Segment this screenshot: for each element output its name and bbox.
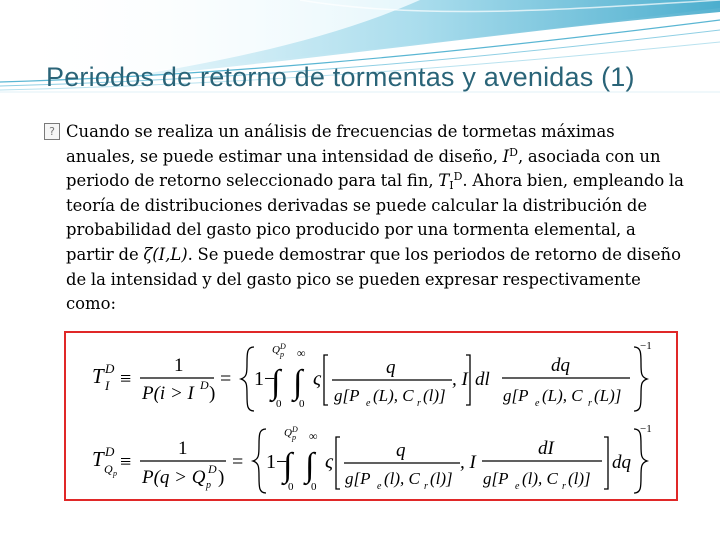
f1-frac1-den-sub2: r — [417, 398, 421, 409]
f2-one-minus: 1− — [266, 451, 288, 473]
f2-frac1-num: q — [396, 440, 406, 461]
f2-frac1-den-sub1: e — [377, 481, 382, 492]
f1-frac1-den: g[P — [334, 386, 360, 405]
f1-inner-upper: ∞ — [297, 346, 306, 360]
f1-outer-upper: Q — [272, 344, 280, 356]
f1-comma-I: , I — [452, 369, 468, 390]
f1-frac2-den: g[P — [503, 386, 529, 405]
f1-den: P(i > I — [142, 383, 194, 404]
f1-frac1-num: q — [386, 357, 396, 378]
f2-frac2-den-sub1: e — [515, 481, 520, 492]
f2-den: P(q > Q — [142, 467, 206, 488]
f2-lhs-sup: D — [105, 444, 115, 459]
f1-inner-lower: 0 — [299, 398, 305, 410]
superscript-D: D — [509, 145, 518, 159]
f2-bracket-left — [336, 437, 340, 489]
f2-den-sub: p — [206, 480, 211, 491]
f2-lhs-sub: Q — [104, 462, 113, 476]
subscript-I: I — [449, 179, 454, 193]
formula-1 — [92, 340, 652, 411]
symbol-T: T — [438, 171, 450, 191]
f2-right-brace — [634, 429, 647, 493]
f2-one: 1 — [178, 438, 188, 459]
superscript-D-2: D — [453, 170, 463, 184]
f1-eq: = — [220, 368, 232, 390]
f2-zeta: ς — [325, 451, 334, 473]
f1-frac1-den-end: (l)] — [423, 386, 446, 405]
formula-box — [64, 331, 678, 501]
f1-frac2-den-sub1: e — [535, 398, 540, 409]
f1-frac2-num: dq — [551, 355, 570, 376]
f1-equiv: ≡ — [120, 368, 132, 390]
f2-lhs-subsub: p — [113, 469, 117, 478]
f1-frac1-den-sub1: e — [366, 398, 371, 409]
f2-inner-integral: ∫ — [305, 447, 315, 484]
text-part-2: , asociada con un periodo de retorno seleccionado para tal fin, — [66, 146, 661, 191]
paragraph-text — [66, 120, 684, 317]
text-part-1: Cuando se realiza un análisis de frecuencias de tormetas máximas anuales, se puede estimar una intensidad de diseño, — [66, 122, 615, 166]
f1-lhs-T: T — [92, 364, 104, 388]
f2-frac1-den-mid: (l), C — [384, 469, 420, 488]
f2-bracket-right — [604, 437, 608, 489]
f2-frac2-den-mid: (l), C — [522, 469, 558, 488]
f2-dq: dq — [612, 452, 631, 473]
f1-one-minus: 1− — [254, 368, 276, 390]
f1-outer-integral: ∫ — [271, 364, 281, 401]
f1-inner-integral: ∫ — [293, 364, 303, 401]
f1-frac2-den-mid: (L), C — [542, 386, 583, 405]
f1-dl: dl — [475, 369, 490, 390]
header-decoration — [0, 0, 720, 110]
symbol-I: I — [502, 146, 510, 166]
bullet-paragraph — [44, 120, 684, 317]
f1-outer-upper-sub: p — [280, 350, 284, 359]
f1-outer-lower: 0 — [276, 398, 282, 410]
f1-frac1-den-mid: (L), C — [373, 386, 414, 405]
f2-frac2-den: g[P — [483, 469, 509, 488]
text-part-4: . Se puede demostrar que los periodos de retorno de diseño de la intensidad y del gasto pico se pueden expresar respectivamente como: — [66, 244, 681, 314]
f2-frac1-den-sub2: r — [424, 481, 428, 492]
f2-frac1-den: g[P — [345, 469, 371, 488]
f1-zeta: ς — [313, 368, 322, 390]
f2-comma-I: , I — [460, 452, 476, 473]
f1-den-sup: D — [200, 378, 209, 392]
f1-one: 1 — [174, 355, 184, 376]
symbol-zeta: ζ(I,L) — [143, 244, 188, 264]
f2-frac1-den-end: (l)] — [430, 469, 453, 488]
f2-outer-lower: 0 — [288, 481, 294, 493]
f2-inner-upper: ∞ — [309, 429, 318, 443]
f2-frac2-num: dI — [538, 438, 554, 459]
f2-equiv: ≡ — [120, 451, 132, 473]
f2-left-brace — [253, 429, 266, 493]
f1-exponent: −1 — [640, 340, 652, 352]
f1-lhs-sub: I — [105, 378, 110, 393]
f1-outer-upper-sup: D — [280, 342, 286, 351]
f2-eq: = — [232, 451, 244, 473]
f2-lhs-T: T — [92, 447, 104, 471]
f1-right-brace — [634, 347, 647, 411]
text-part-3: . Ahora bien, empleando la teoría de distribuciones derivadas se puede calcular la distribución de probabilidad del gasto pico producido por una tormenta elemental, a partir de — [66, 171, 684, 264]
f1-bracket-left — [324, 355, 328, 405]
f1-lhs-sup: D — [105, 361, 115, 376]
f2-frac2-den-sub2: r — [562, 481, 566, 492]
formula-2 — [92, 423, 652, 493]
f1-left-brace — [241, 347, 254, 411]
f2-den-sup: D — [208, 462, 217, 476]
f1-frac2-den-sub2: r — [588, 398, 592, 409]
f2-exponent: −1 — [640, 423, 652, 435]
f1-frac2-den-end: (L)] — [594, 386, 622, 405]
f2-outer-upper-sup: D — [292, 425, 298, 434]
slide-title: Periodos de retorno de tormentas y avenidas (1) — [46, 62, 635, 92]
f2-outer-upper-sub: p — [292, 433, 296, 442]
f2-outer-integral: ∫ — [283, 447, 293, 484]
bullet-icon: ? — [44, 123, 60, 140]
formula-svg — [66, 333, 680, 503]
f2-frac2-den-end: (l)] — [568, 469, 591, 488]
f2-outer-upper: Q — [284, 427, 292, 439]
f2-inner-lower: 0 — [311, 481, 317, 493]
f2-den-close: ) — [218, 467, 225, 488]
f1-den-close: ) — [209, 383, 216, 404]
